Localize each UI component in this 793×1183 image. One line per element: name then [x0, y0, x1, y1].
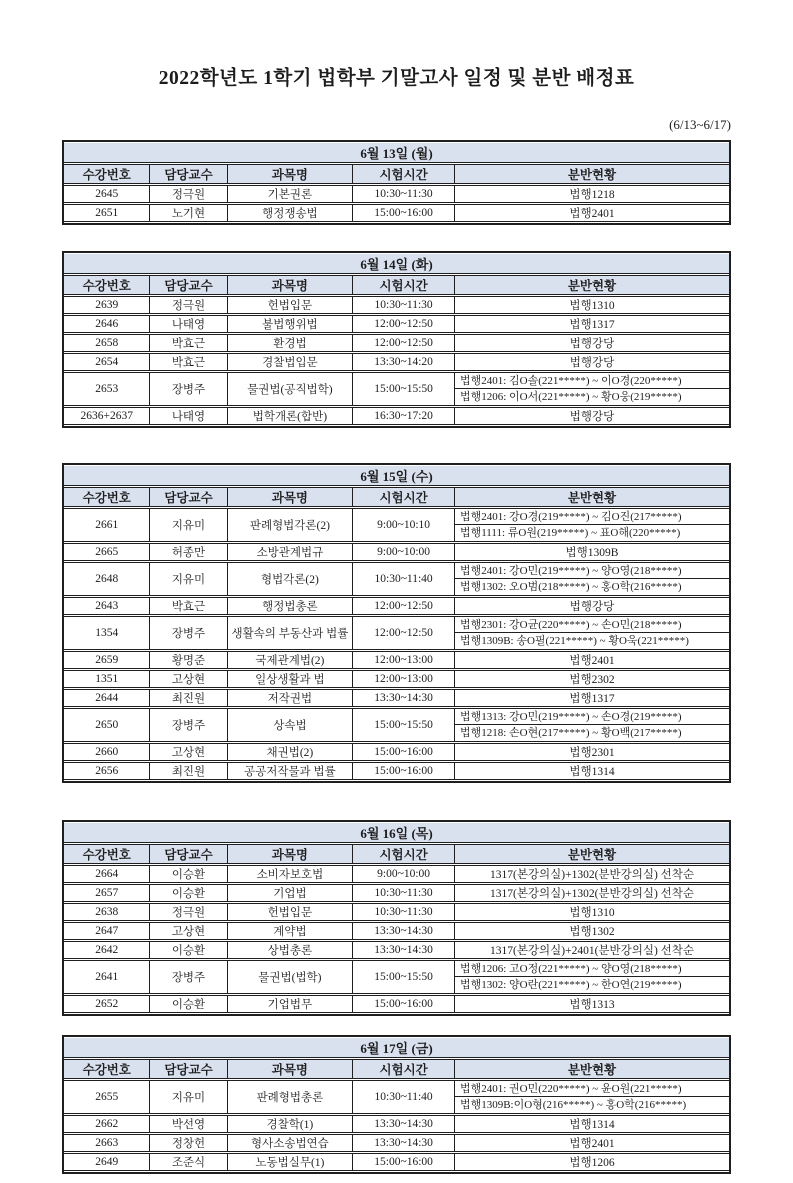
sections-cell: 법행1317 [455, 689, 729, 707]
sections-cell: 법행2301 [455, 743, 729, 761]
exam-time-cell: 13:30~14:30 [353, 941, 455, 959]
sections-cell: 법행2401 [455, 1134, 729, 1152]
professor-cell: 고상현 [150, 743, 227, 761]
subject-cell: 물권법(공직법학) [228, 372, 354, 406]
course-no-cell: 2649 [64, 1153, 150, 1171]
course-no-cell: 2665 [64, 543, 150, 561]
course-no-cell: 2653 [64, 372, 150, 406]
course-no-cell: 1351 [64, 670, 150, 688]
column-header: 담당교수 [150, 275, 227, 295]
course-no-cell: 2658 [64, 334, 150, 352]
table-row [64, 508, 729, 542]
column-header: 시험시간 [353, 844, 455, 864]
professor-cell: 지유미 [150, 1080, 227, 1114]
column-header-row [64, 487, 729, 507]
section-line: 법행1206: 고O정(221*****) ~ 양O영(218*****) [455, 961, 729, 977]
subject-cell: 공공저작물과 법률 [228, 762, 354, 780]
course-no-cell: 2652 [64, 995, 150, 1013]
subject-cell: 소방관계법규 [228, 543, 354, 561]
course-no-cell: 2659 [64, 651, 150, 669]
column-header-row [64, 275, 729, 295]
section-line: 법행2401: 김O솔(221*****) ~ 이O경(220*****) [455, 373, 729, 389]
column-header-row [64, 1059, 729, 1079]
professor-cell: 허종만 [150, 543, 227, 561]
sections-cell: 법행1310 [455, 903, 729, 921]
subject-cell: 상법총론 [228, 941, 354, 959]
table-row [64, 884, 729, 902]
exam-time-cell: 12:00~12:50 [353, 616, 455, 650]
sections-cell: 법행2401 [455, 204, 729, 222]
column-header: 시험시간 [353, 487, 455, 507]
day-header-row [64, 466, 729, 486]
exam-time-cell: 10:30~11:40 [353, 562, 455, 596]
professor-cell: 장병주 [150, 372, 227, 406]
subject-cell: 행정법총론 [228, 597, 354, 615]
professor-cell: 장병주 [150, 960, 227, 994]
exam-time-cell: 9:00~10:00 [353, 543, 455, 561]
table-row [64, 689, 729, 707]
sections-cell: 1317(본강의실)+1302(분반강의실) 선착순 [455, 884, 729, 902]
table-row [64, 670, 729, 688]
professor-cell: 나태영 [150, 407, 227, 425]
exam-time-cell: 15:00~15:50 [353, 708, 455, 742]
day-header-row [64, 143, 729, 163]
exam-time-cell: 12:00~12:50 [353, 597, 455, 615]
column-header-row [64, 164, 729, 184]
day-header-row [64, 1038, 729, 1058]
course-no-cell: 2643 [64, 597, 150, 615]
section-line: 법행1302: 양O란(221*****) ~ 한O연(219*****) [459, 979, 682, 991]
subject-cell: 행정쟁송법 [228, 204, 354, 222]
subject-cell: 소비자보호법 [228, 865, 354, 883]
professor-cell: 나태영 [150, 315, 227, 333]
professor-cell: 정극원 [150, 185, 227, 203]
column-header: 시험시간 [353, 275, 455, 295]
course-no-cell: 2663 [64, 1134, 150, 1152]
exam-schedule-tables [62, 140, 731, 1174]
section-line: 법행1218: 손O현(217*****) ~ 황O백(217*****) [459, 727, 682, 739]
subject-cell: 헌법입문 [228, 296, 354, 314]
professor-cell: 이승환 [150, 884, 227, 902]
table-row [64, 543, 729, 561]
course-no-cell: 1354 [64, 616, 150, 650]
table-row [64, 1134, 729, 1152]
table-row [64, 204, 729, 222]
course-no-cell: 2645 [64, 185, 150, 203]
column-header: 분반현황 [455, 487, 729, 507]
section-line: 법행2301: 강O균(220*****) ~ 손O민(218*****) [455, 617, 729, 633]
column-header: 담당교수 [150, 487, 227, 507]
exam-time-cell: 10:30~11:30 [353, 296, 455, 314]
sections-cell: 법행2302 [455, 670, 729, 688]
exam-time-cell: 15:00~16:00 [353, 762, 455, 780]
sections-cell: 법행1218 [455, 185, 729, 203]
sections-cell: 법행1314 [455, 1115, 729, 1133]
table-row [64, 1115, 729, 1133]
sections-cell: 법행강당 [455, 407, 729, 425]
exam-time-cell: 15:00~16:00 [353, 1153, 455, 1171]
exam-time-cell: 12:00~12:50 [353, 334, 455, 352]
course-no-cell: 2644 [64, 689, 150, 707]
sections-cell: 법행1302 [455, 922, 729, 940]
exam-time-cell: 15:00~15:50 [353, 960, 455, 994]
exam-time-cell: 13:30~14:20 [353, 353, 455, 371]
course-no-cell: 2657 [64, 884, 150, 902]
professor-cell: 고상현 [150, 922, 227, 940]
table-row [64, 597, 729, 615]
table-row [64, 407, 729, 425]
sections-cell: 법행2401 [455, 651, 729, 669]
course-no-cell: 2639 [64, 296, 150, 314]
professor-cell: 지유미 [150, 508, 227, 542]
professor-cell: 박효근 [150, 597, 227, 615]
table-row [64, 922, 729, 940]
sections-cell: 법행1317 [455, 315, 729, 333]
column-header: 분반현황 [455, 844, 729, 864]
subject-cell: 경찰학(1) [228, 1115, 354, 1133]
table-row [64, 353, 729, 371]
sections-cell: 법행강당 [455, 597, 729, 615]
sections-cell [455, 372, 729, 406]
professor-cell: 장병주 [150, 708, 227, 742]
exam-time-cell: 13:30~14:30 [353, 1115, 455, 1133]
course-no-cell: 2664 [64, 865, 150, 883]
day-header-label: 6월 14일 (화) [64, 254, 729, 274]
column-header: 수강번호 [64, 844, 150, 864]
table-row [64, 296, 729, 314]
professor-cell: 정극원 [150, 903, 227, 921]
document-content [62, 62, 731, 1174]
exam-day-table [62, 820, 731, 1016]
day-header-label: 6월 16일 (목) [64, 823, 729, 843]
exam-day-table [62, 140, 731, 225]
professor-cell: 박효근 [150, 353, 227, 371]
subject-cell: 물권법(법학) [228, 960, 354, 994]
section-line: 법행2401: 강O경(219*****) ~ 김O진(217*****) [455, 509, 729, 525]
table-row [64, 903, 729, 921]
course-no-cell: 2656 [64, 762, 150, 780]
exam-time-cell: 12:00~12:50 [353, 315, 455, 333]
date-range-label: (6/13~6/17) [669, 117, 731, 132]
subject-cell: 국제관계법(2) [228, 651, 354, 669]
table-row [64, 1153, 729, 1171]
table-row [64, 743, 729, 761]
section-line: 법행1206: 이O서(221*****) ~ 황O웅(219*****) [459, 391, 682, 403]
sections-cell [455, 508, 729, 542]
exam-time-cell: 12:00~13:00 [353, 651, 455, 669]
subject-cell: 환경법 [228, 334, 354, 352]
column-header: 시험시간 [353, 1059, 455, 1079]
subject-cell: 불법행위법 [228, 315, 354, 333]
exam-day-table [62, 463, 731, 783]
exam-time-cell: 13:30~14:30 [353, 689, 455, 707]
sections-cell [455, 708, 729, 742]
subject-cell: 기업법 [228, 884, 354, 902]
column-header: 분반현황 [455, 275, 729, 295]
exam-time-cell: 15:00~16:00 [353, 204, 455, 222]
section-line: 법행2401: 강O민(219*****) ~ 양O영(218*****) [455, 563, 729, 579]
section-line: 법행2401: 권O민(220*****) ~ 윤O원(221*****) [455, 1081, 729, 1097]
subject-cell: 계약법 [228, 922, 354, 940]
subject-cell: 기본권론 [228, 185, 354, 203]
subject-cell: 노동법실무(1) [228, 1153, 354, 1171]
page-title: 2022학년도 1학기 법학부 기말고사 일정 및 분반 배정표 [158, 68, 635, 89]
sections-cell: 법행1313 [455, 995, 729, 1013]
column-header: 수강번호 [64, 164, 150, 184]
exam-time-cell: 16:30~17:20 [353, 407, 455, 425]
exam-time-cell: 9:00~10:00 [353, 865, 455, 883]
section-line: 법행1313: 강O민(219*****) ~ 손O경(219*****) [455, 709, 729, 725]
subject-cell: 저작권법 [228, 689, 354, 707]
table-row [64, 616, 729, 650]
subject-cell: 판례형법각론(2) [228, 508, 354, 542]
subject-cell: 경찰법입문 [228, 353, 354, 371]
exam-day-table [62, 251, 731, 428]
exam-time-cell: 13:30~14:30 [353, 1134, 455, 1152]
day-header-label: 6월 15일 (수) [64, 466, 729, 486]
professor-cell: 장병주 [150, 616, 227, 650]
course-no-cell: 2651 [64, 204, 150, 222]
professor-cell: 지유미 [150, 562, 227, 596]
exam-time-cell: 10:30~11:30 [353, 185, 455, 203]
sections-cell [455, 960, 729, 994]
course-no-cell: 2655 [64, 1080, 150, 1114]
table-row [64, 960, 729, 994]
subject-cell: 일상생활과 법 [228, 670, 354, 688]
subject-cell: 헌법입문 [228, 903, 354, 921]
sections-cell [455, 616, 729, 650]
professor-cell: 박효근 [150, 334, 227, 352]
professor-cell: 최진원 [150, 689, 227, 707]
column-header: 분반현황 [455, 164, 729, 184]
table-row [64, 708, 729, 742]
subject-cell: 형사소송법연습 [228, 1134, 354, 1152]
sections-cell: 법행강당 [455, 334, 729, 352]
subject-cell: 생활속의 부동산과 법률 [228, 616, 354, 650]
document-page [0, 62, 793, 1183]
column-header: 수강번호 [64, 1059, 150, 1079]
professor-cell: 조준식 [150, 1153, 227, 1171]
course-no-cell: 2647 [64, 922, 150, 940]
column-header: 과목명 [228, 164, 354, 184]
sections-cell: 법행1206 [455, 1153, 729, 1171]
day-header-label: 6월 17일 (금) [64, 1038, 729, 1058]
day-header-row [64, 254, 729, 274]
course-no-cell: 2662 [64, 1115, 150, 1133]
column-header-row [64, 844, 729, 864]
sections-cell [455, 1080, 729, 1114]
subject-cell: 판례형법총론 [228, 1080, 354, 1114]
exam-time-cell: 13:30~14:30 [353, 922, 455, 940]
column-header: 시험시간 [353, 164, 455, 184]
subject-cell: 법학개론(합반) [228, 407, 354, 425]
exam-time-cell: 15:00~16:00 [353, 743, 455, 761]
professor-cell: 정창헌 [150, 1134, 227, 1152]
subject-cell: 기업법무 [228, 995, 354, 1013]
exam-day-table [62, 1035, 731, 1174]
course-no-cell: 2650 [64, 708, 150, 742]
exam-time-cell: 15:00~15:50 [353, 372, 455, 406]
sections-cell: 법행1314 [455, 762, 729, 780]
day-header-row [64, 823, 729, 843]
table-row [64, 185, 729, 203]
subject-cell: 채권법(2) [228, 743, 354, 761]
professor-cell: 이승환 [150, 865, 227, 883]
table-row [64, 995, 729, 1013]
table-row [64, 315, 729, 333]
table-row [64, 334, 729, 352]
subject-cell: 상속법 [228, 708, 354, 742]
section-line: 법행1302: 오O범(218*****) ~ 홍O학(216*****) [459, 581, 682, 593]
sections-cell: 법행1309B [455, 543, 729, 561]
sections-cell: 1317(본강의실)+1302(분반강의실) 선착순 [455, 865, 729, 883]
exam-time-cell: 10:30~11:30 [353, 903, 455, 921]
professor-cell: 이승환 [150, 995, 227, 1013]
sections-cell [455, 562, 729, 596]
professor-cell: 최진원 [150, 762, 227, 780]
course-no-cell: 2636+2637 [64, 407, 150, 425]
column-header: 과목명 [228, 275, 354, 295]
section-line: 법행1309B:이O형(216*****) ~ 홍O학(216*****) [459, 1099, 687, 1111]
table-row [64, 865, 729, 883]
table-row [64, 762, 729, 780]
professor-cell: 노기현 [150, 204, 227, 222]
table-row [64, 1080, 729, 1114]
sections-cell: 법행1310 [455, 296, 729, 314]
exam-time-cell: 10:30~11:40 [353, 1080, 455, 1114]
professor-cell: 박선영 [150, 1115, 227, 1133]
column-header: 분반현황 [455, 1059, 729, 1079]
course-no-cell: 2648 [64, 562, 150, 596]
column-header: 수강번호 [64, 487, 150, 507]
course-no-cell: 2660 [64, 743, 150, 761]
professor-cell: 정극원 [150, 296, 227, 314]
course-no-cell: 2638 [64, 903, 150, 921]
sections-cell: 법행강당 [455, 353, 729, 371]
course-no-cell: 2661 [64, 508, 150, 542]
section-line: 법행1111: 류O원(219*****) ~ 표O해(220*****) [459, 527, 681, 539]
sections-cell: 1317(본강의실)+2401(분반강의실) 선착순 [455, 941, 729, 959]
professor-cell: 고상현 [150, 670, 227, 688]
professor-cell: 황명준 [150, 651, 227, 669]
column-header: 담당교수 [150, 1059, 227, 1079]
course-no-cell: 2646 [64, 315, 150, 333]
column-header: 담당교수 [150, 844, 227, 864]
exam-time-cell: 12:00~13:00 [353, 670, 455, 688]
exam-time-cell: 9:00~10:10 [353, 508, 455, 542]
professor-cell: 이승환 [150, 941, 227, 959]
column-header: 과목명 [228, 487, 354, 507]
column-header: 과목명 [228, 1059, 354, 1079]
exam-time-cell: 10:30~11:30 [353, 884, 455, 902]
day-header-label: 6월 13일 (월) [64, 143, 729, 163]
column-header: 과목명 [228, 844, 354, 864]
course-no-cell: 2654 [64, 353, 150, 371]
table-row [64, 562, 729, 596]
column-header: 수강번호 [64, 275, 150, 295]
course-no-cell: 2641 [64, 960, 150, 994]
course-no-cell: 2642 [64, 941, 150, 959]
subject-cell: 형법각론(2) [228, 562, 354, 596]
section-line: 법행1309B: 송O필(221*****) ~ 황O욱(221*****) [459, 635, 689, 647]
table-row [64, 651, 729, 669]
exam-time-cell: 15:00~16:00 [353, 995, 455, 1013]
table-row [64, 372, 729, 406]
column-header: 담당교수 [150, 164, 227, 184]
table-row [64, 941, 729, 959]
